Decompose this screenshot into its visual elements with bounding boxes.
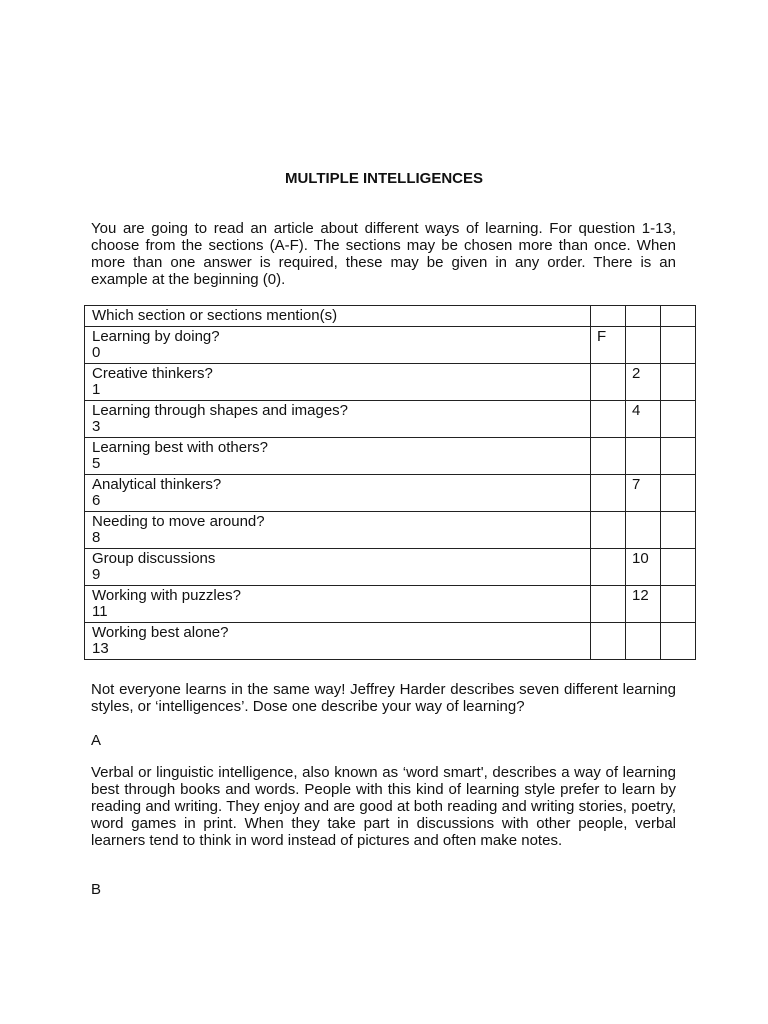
section-a-letter: A <box>91 732 102 749</box>
section-a-text: Verbal or linguistic intelligence, also known as ‘word smart', describes a way of learning best through books and words. People with this kind of learning style prefer to learn by reading and writing. They enjoy and are good at both reading and writing stories, poetry, word games in print. When they take part in discussions with other people, verbal learners tend to think in word instead of pictures and often make notes. <box>91 764 676 849</box>
question-number: 13 <box>92 640 109 657</box>
question-cell <box>85 327 591 364</box>
answer-cell[interactable]: 7 <box>626 475 661 512</box>
answer-cell[interactable] <box>661 364 696 401</box>
answer-cell[interactable] <box>591 586 626 623</box>
question-cell <box>85 623 591 660</box>
question-number: 8 <box>92 529 101 546</box>
question-text: Working with puzzles? <box>92 587 241 604</box>
answer-cell[interactable]: 10 <box>626 549 661 586</box>
table-row <box>85 438 696 475</box>
question-number: 3 <box>92 418 101 435</box>
answer-cell[interactable] <box>626 623 661 660</box>
section-b-letter: B <box>91 881 102 898</box>
question-text: Learning best with others? <box>92 439 268 456</box>
table-row <box>85 475 696 512</box>
answer-cell[interactable] <box>591 401 626 438</box>
question-text: Creative thinkers? <box>92 365 213 382</box>
question-cell <box>85 364 591 401</box>
question-text: Learning by doing? <box>92 328 220 345</box>
table-row <box>85 364 696 401</box>
header-cell <box>591 306 626 327</box>
question-number: 5 <box>92 455 101 472</box>
question-text: Working best alone? <box>92 624 229 641</box>
answer-cell[interactable] <box>661 623 696 660</box>
answer-cell[interactable] <box>591 438 626 475</box>
header-cell <box>661 306 696 327</box>
question-cell <box>85 549 591 586</box>
question-cell <box>85 438 591 475</box>
instructions-paragraph: You are going to read an article about different ways of learning. For question 1-13, choose from the sections (A-F). The sections may be chosen more than once. When more than one answer is required, these may be given in any order. There is an example at the beginning (0). <box>91 220 676 288</box>
answer-cell[interactable]: 12 <box>626 586 661 623</box>
question-text: Group discussions <box>92 550 216 567</box>
question-number: 1 <box>92 381 101 398</box>
answer-cell[interactable] <box>661 401 696 438</box>
answer-cell[interactable] <box>591 475 626 512</box>
answer-cell[interactable] <box>626 512 661 549</box>
question-number: 6 <box>92 492 101 509</box>
answer-cell[interactable] <box>661 512 696 549</box>
answer-cell[interactable]: 4 <box>626 401 661 438</box>
question-text: Analytical thinkers? <box>92 476 222 493</box>
page-title: MULTIPLE INTELLIGENCES <box>284 170 484 187</box>
answer-cell[interactable]: 2 <box>626 364 661 401</box>
answer-cell[interactable] <box>591 623 626 660</box>
answer-cell[interactable]: F <box>591 327 626 364</box>
question-number: 11 <box>92 603 108 620</box>
question-number: 9 <box>92 566 101 583</box>
question-cell <box>85 401 591 438</box>
answer-cell[interactable] <box>661 327 696 364</box>
table-row <box>85 623 696 660</box>
question-text: Learning through shapes and images? <box>92 402 349 419</box>
answer-cell[interactable] <box>661 549 696 586</box>
table-row <box>85 512 696 549</box>
table-row <box>85 549 696 586</box>
question-number: 0 <box>92 344 101 361</box>
question-cell <box>85 512 591 549</box>
answer-cell[interactable] <box>626 438 661 475</box>
question-cell <box>85 475 591 512</box>
table-header-row <box>85 306 696 327</box>
table-row <box>85 586 696 623</box>
table-row <box>85 327 696 364</box>
table-row <box>85 401 696 438</box>
lead-paragraph: Not everyone learns in the same way! Jeffrey Harder describes seven different learning styles, or ‘intelligences’. Dose one describe your way of learning? <box>91 681 676 715</box>
table-header: Which section or sections mention(s) <box>85 306 591 327</box>
answer-cell[interactable] <box>591 549 626 586</box>
answer-cell[interactable] <box>626 327 661 364</box>
answer-cell[interactable] <box>591 364 626 401</box>
question-cell <box>85 586 591 623</box>
answer-cell[interactable] <box>661 586 696 623</box>
answer-cell[interactable] <box>591 512 626 549</box>
answer-cell[interactable] <box>661 475 696 512</box>
answer-cell[interactable] <box>661 438 696 475</box>
question-text: Needing to move around? <box>92 513 265 530</box>
header-cell <box>626 306 661 327</box>
question-table <box>84 305 696 660</box>
